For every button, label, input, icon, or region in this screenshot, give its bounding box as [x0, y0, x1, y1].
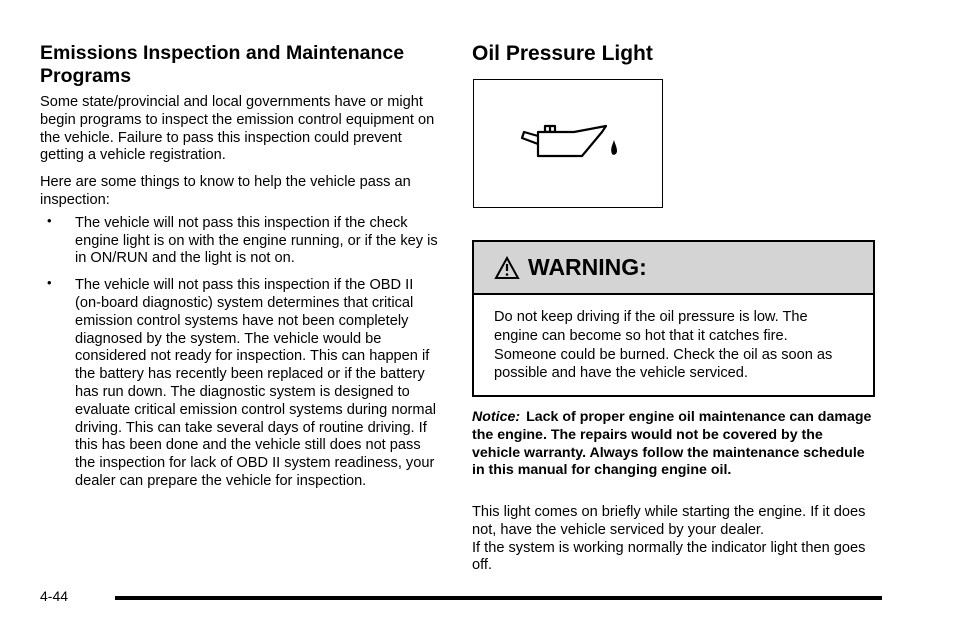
- bullet-marker: •: [47, 275, 52, 291]
- paragraph: This light comes on briefly while starting the engine. If it does not, have the vehicle serviced by your dealer.: [472, 504, 866, 538]
- list-item: • The vehicle will not pass this inspection if the check engine light is on with the engine running, or if the key is in ON/RUN and the light is not on.: [47, 212, 438, 267]
- notice-label: Notice:: [472, 409, 521, 425]
- list-item: • The vehicle will not pass this inspection if the OBD II (on-board diagnostic) system determines that critical emission control systems have not been completely diagnosed by the system. The vehicle would be considered not ready for inspection. This can happen if the battery has recently been replaced or if the battery has run down. The diagnostic system is designed to evaluate critical emission control systems during normal driving. This can take several days of routine driving. If this has been done and the vehicle still does not pass the inspection for lack of OBD II system readiness, your dealer can prepare the vehicle for inspection.: [47, 275, 436, 489]
- bullet-marker: •: [47, 212, 52, 228]
- notice-text: Lack of proper engine oil maintenance can damage the engine. The repairs would not be covered by the vehicle warranty. Always follow the maintenance schedule in this manual for changing engine oil.: [472, 409, 872, 479]
- warning-title: WARNING:: [528, 254, 647, 280]
- section-heading-emissions: Emissions Inspection and Maintenance Programs: [40, 42, 405, 87]
- warning-header: [474, 242, 873, 295]
- oil-can-icon: [518, 122, 618, 162]
- notice-paragraph: [472, 409, 874, 480]
- paragraph: If the system is working normally the indicator light then goes off.: [472, 539, 866, 574]
- page-number: 4-44: [40, 588, 69, 604]
- right-column: [472, 42, 874, 65]
- indicator-symbol-box: [473, 79, 663, 208]
- section-heading-oil-pressure: Oil Pressure Light: [472, 42, 653, 65]
- bullet-list: [40, 212, 442, 491]
- warning-box: [472, 240, 875, 397]
- paragraph: Some state/provincial and local governments have or might begin programs to inspect the emission control equipment on the vehicle. Failure to pass this inspection could prevent getting a vehicle registration.: [40, 94, 435, 164]
- oil-light-description: [472, 504, 874, 575]
- footer-rule: [115, 596, 882, 600]
- warning-triangle-icon: [494, 256, 520, 280]
- warning-text: Do not keep driving if the oil pressure is low. The engine can become so hot that it catches fire. Someone could be burned. Check the oil as soon as possible and have the vehicle serviced.: [494, 309, 833, 382]
- left-column: [40, 42, 442, 500]
- paragraph: Here are some things to know to help the vehicle pass an inspection:: [40, 174, 411, 208]
